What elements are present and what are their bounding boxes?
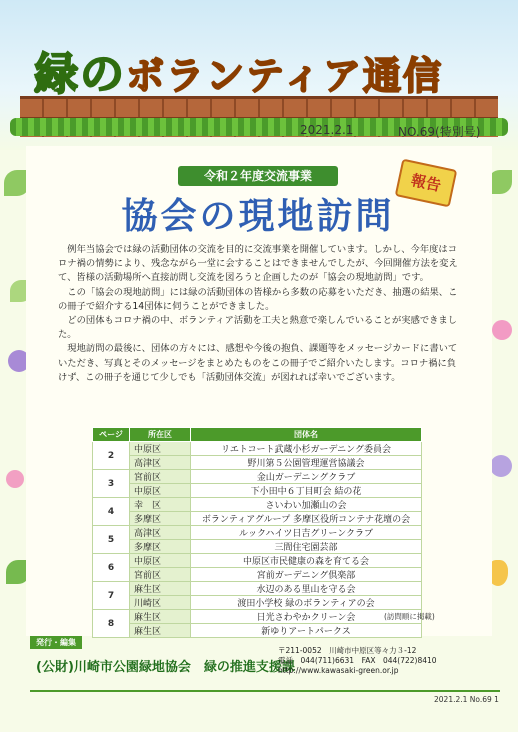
masthead-banner	[0, 0, 518, 150]
group-cell: 新ゆりアートパークス	[191, 624, 422, 638]
header-page: ページ	[93, 428, 130, 442]
page-number: 8	[93, 610, 130, 638]
page-number: 5	[93, 526, 130, 554]
ward-cell: 宮前区	[130, 470, 191, 484]
table-row	[93, 596, 422, 610]
group-cell: 宮前ガーデニング倶楽部	[191, 568, 422, 582]
group-cell: 日光さわやかクリーン会	[191, 610, 422, 624]
website-link[interactable]: http://www.kawasaki-green.or.jp	[278, 666, 399, 675]
group-cell: 水辺のある里山を守る会	[191, 582, 422, 596]
publisher-name: (公財)川崎市公園緑地協会 緑の推進支援課	[36, 660, 295, 675]
ward-cell: 中原区	[130, 484, 191, 498]
table-row	[93, 498, 422, 512]
group-cell: ボランティアグループ 多摩区役所コンテナ花壇の会	[191, 512, 422, 526]
group-cell: 渡田小学校 緑のボランティアの会	[191, 596, 422, 610]
publisher-footer	[30, 636, 500, 716]
group-cell: 野川第５公園管理運営協議会	[191, 456, 422, 470]
ward-cell: 多摩区	[130, 512, 191, 526]
group-cell: 三間住宅園芸部	[191, 540, 422, 554]
table-row	[93, 582, 422, 596]
page-number: 2	[93, 442, 130, 470]
postal-address: 〒211-0052 川崎市中原区等々力３-12	[278, 646, 417, 655]
table-note: (訪問順に掲載)	[384, 612, 435, 621]
group-cell: リエトコート武蔵小杉ガーデニング委員会	[191, 442, 422, 456]
page-number: 7	[93, 582, 130, 610]
table-row	[93, 484, 422, 498]
ward-cell: 麻生区	[130, 624, 191, 638]
newsletter-masthead	[34, 38, 443, 102]
group-cell: ルックハイツ日吉グリーンクラブ	[191, 526, 422, 540]
page-number: 4	[93, 498, 130, 526]
group-cell: 下小田中６丁目町会 結の花	[191, 484, 422, 498]
table-row	[93, 512, 422, 526]
header-ward: 所在区	[130, 428, 191, 442]
table-row	[93, 442, 422, 456]
paragraph: 例年当協会では緑の活動団体の交流を目的に交流事業を開催しています。しかし、今年度はコロナ禍の情勢により、残念ながら一堂に会することはできませんでしたが、今回開催方法を変えて、皆様の活動場所へ直接訪問し交流を図ろうと企画したのが「協会の現地訪問」です。	[58, 244, 458, 284]
masthead-part1: 緑の	[34, 49, 126, 100]
table-row	[93, 526, 422, 540]
paragraph: 現地訪問の最後に、団体の方々には、感想や今後の抱負、課題等をメッセージカードに書いていただき、写真とそのメッセージをまとめたものをこの冊子でご紹介いたします。コロナ禍に負けず、この冊子を通じて少しでも「活動団体交流」が図れれば幸いでございます。	[58, 343, 458, 383]
event-label: 令和２年度交流事業	[178, 166, 338, 186]
table-row	[93, 554, 422, 568]
page-number: 3	[93, 470, 130, 498]
publisher-label: 発行・編集	[30, 636, 82, 649]
paragraph: どの団体もコロナ禍の中、ボランティア活動を工夫と熱意で楽しんでいることが実感できました。	[58, 315, 458, 341]
page-number: 6	[93, 554, 130, 582]
article-body	[58, 243, 462, 385]
publisher-contact	[278, 646, 500, 676]
ward-cell: 中原区	[130, 442, 191, 456]
group-cell: さいわい加瀬山の会	[191, 498, 422, 512]
group-cell: 金山ガーデニングクラブ	[191, 470, 422, 484]
pink-flower-icon	[492, 320, 512, 340]
masthead-part2: ボランティア通信	[126, 54, 443, 98]
ward-cell: 多摩区	[130, 540, 191, 554]
table-row	[93, 470, 422, 484]
ward-cell: 中原区	[130, 554, 191, 568]
ward-cell: 幸 区	[130, 498, 191, 512]
issue-number: NO.69(特別号)	[398, 125, 481, 139]
phone-fax: 電話 044(711)6631 FAX 044(722)8410	[278, 656, 437, 665]
report-badge: 報告	[395, 159, 458, 208]
paragraph: この「協会の現地訪問」には緑の活動団体の皆様から多数の応募をいただき、抽選の結果、この冊子で紹介する14団体に伺うことができました。	[58, 286, 458, 312]
table-row	[93, 456, 422, 470]
page-footer-info: 2021.2.1 No.69 1	[434, 695, 499, 704]
ward-cell: 麻生区	[130, 610, 191, 624]
header-group: 団体名	[191, 428, 422, 442]
ward-cell: 宮前区	[130, 568, 191, 582]
group-cell: 中原区市民健康の森を育てる会	[191, 554, 422, 568]
ward-cell: 高津区	[130, 456, 191, 470]
article-title: 協会の現地訪問	[121, 196, 395, 237]
purple-flower-icon	[490, 455, 512, 477]
ward-cell: 川崎区	[130, 596, 191, 610]
footer-divider	[30, 690, 500, 692]
table-header-row	[93, 428, 422, 442]
issue-date: 2021.2.1	[300, 123, 354, 137]
ward-cell: 麻生区	[130, 582, 191, 596]
table-row	[93, 568, 422, 582]
table-row	[93, 610, 422, 624]
visit-schedule-table	[92, 427, 422, 638]
table-row	[93, 540, 422, 554]
pink-flower-icon	[6, 470, 24, 488]
ward-cell: 高津区	[130, 526, 191, 540]
